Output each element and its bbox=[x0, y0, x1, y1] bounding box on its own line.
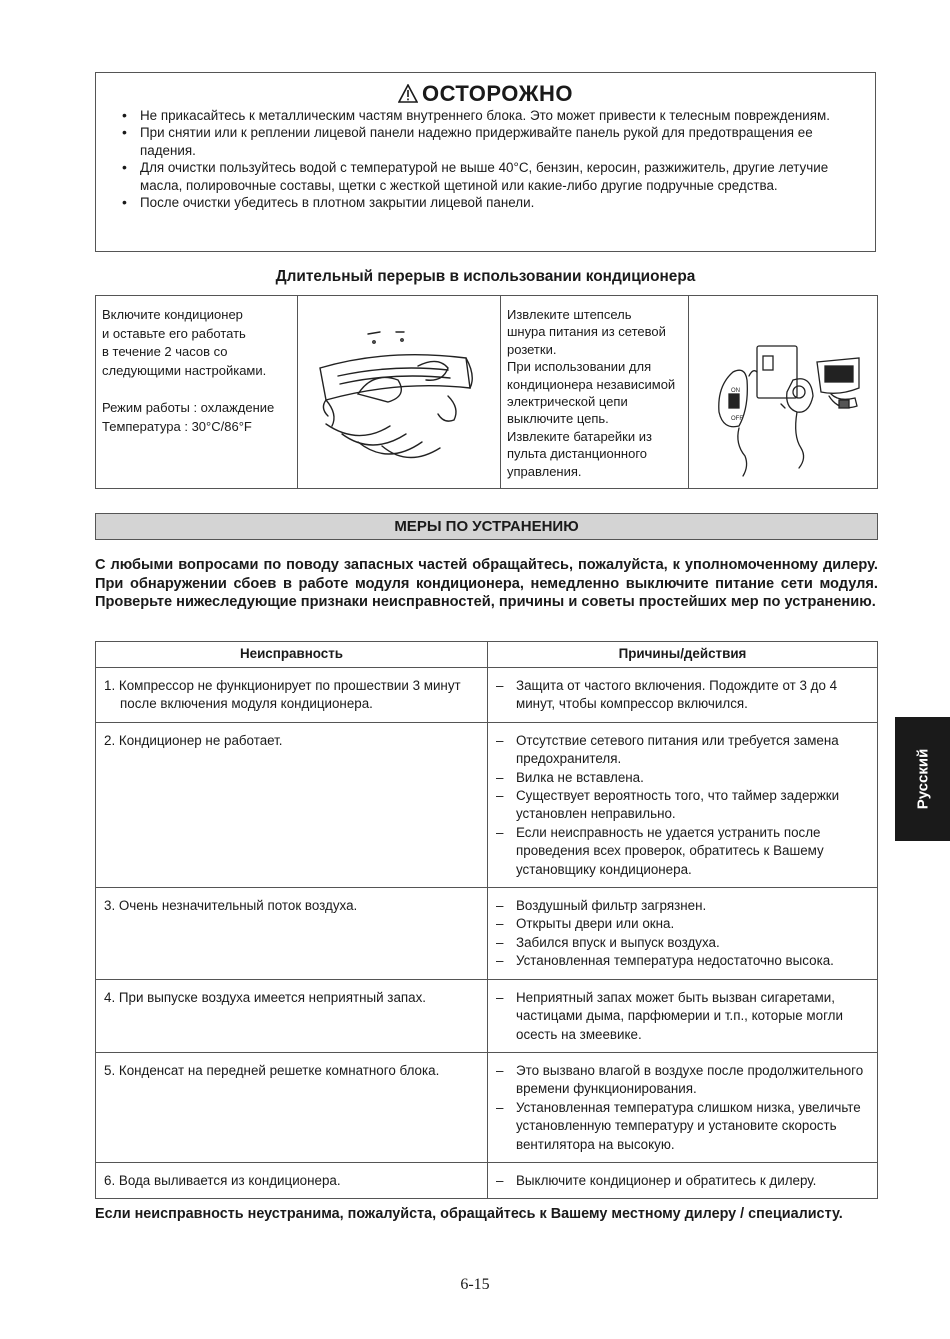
problem-text: 4. При выпуске воздуха имеется неприятный запах. bbox=[104, 989, 427, 1005]
instruction-line: шнура питания из сетевой bbox=[507, 324, 666, 340]
instruction-line: и оставьте его работать bbox=[102, 325, 246, 341]
temperature-setting: Температура : 30°C/86°F bbox=[102, 418, 252, 434]
problem-cell bbox=[96, 668, 488, 723]
action-item: – Открыты двери или окна. bbox=[496, 915, 869, 933]
air-conditioner-running-illustration bbox=[298, 296, 501, 488]
caution-box bbox=[95, 72, 876, 252]
caution-item: • Не прикасайтесь к металлическим частям внутреннего блока. Это может привести к телесным повреждениям. bbox=[120, 107, 865, 124]
action-item: – Это вызвано влагой в воздухе после продолжительного времени функционирования. bbox=[496, 1062, 869, 1099]
long-break-instructions bbox=[96, 296, 297, 488]
footer-note: Если неисправность неустранима, пожалуйста, обращайтесь к Вашему местному дилеру / специалисту. bbox=[95, 1206, 843, 1222]
instruction-line: выключите цепь. bbox=[507, 411, 609, 427]
problem-cell bbox=[96, 979, 488, 1052]
action-item: – Неприятный запах может быть вызван сигаретами, частицами дыма, парфюмерии и т.п., которые могли осесть на змеевике. bbox=[496, 989, 869, 1044]
instruction-line: управления. bbox=[507, 463, 582, 479]
instruction-line: в течение 2 часов со bbox=[102, 344, 228, 360]
problem-text: 2. Кондиционер не работает. bbox=[104, 732, 283, 748]
remedy-intro: С любыми вопросами по поводу запасных частей обращайтесь, пожалуйста, к уполномоченному дилеру. При обнаружении сбоев в работе модуля кондиционера, немедленно выключите питание сети модуля. Проверьте нижеследующие признаки неисправностей, причины и советы простейших мер по устранению. bbox=[95, 557, 878, 611]
action-item: – Отсутствие сетевого питания или требуется замена предохранителя. bbox=[496, 732, 869, 769]
actions-cell bbox=[488, 979, 878, 1052]
action-item: – Выключите кондиционер и обратитесь к дилеру. bbox=[496, 1172, 869, 1190]
unplug-illustration-cell bbox=[688, 296, 877, 488]
caution-item: • Для очистки пользуйтесь водой с температурой не выше 40°C, бензин, керосин, разжижитель, другие летучие масла, полировочные составы, щетки с жесткой щетиной или какие-либо другие подручные средства. bbox=[120, 159, 865, 194]
switch-on-label: ON bbox=[731, 388, 740, 394]
problem-text: 1. Компрессор не функционирует по прошествии 3 минут после включения модуля кондиционера. bbox=[104, 678, 461, 712]
remedy-header: МЕРЫ ПО УСТРАНЕНИЮ bbox=[95, 513, 878, 540]
problem-text: 5. Конденсат на передней решетке комнатного блока. bbox=[104, 1062, 440, 1078]
instruction-line: розетки. bbox=[507, 341, 557, 357]
problem-cell bbox=[96, 1052, 488, 1162]
problem-text: 3. Очень незначительный поток воздуха. bbox=[104, 898, 358, 914]
warning-triangle-icon bbox=[398, 84, 418, 103]
actions-cell bbox=[488, 668, 878, 723]
instruction-line: кондиционера независимой bbox=[507, 376, 676, 392]
power-off-instructions bbox=[500, 296, 688, 488]
unplug-and-remove-batteries-illustration bbox=[689, 296, 878, 488]
action-item: – Установленная температура слишком низка, увеличьте установленную температуру и установите скорость вентилятора на высокую. bbox=[496, 1099, 869, 1154]
actions-cell bbox=[488, 722, 878, 887]
table-row bbox=[96, 979, 878, 1052]
table-row bbox=[96, 668, 878, 723]
troubleshooting-table bbox=[95, 641, 878, 1199]
action-item: – Если неисправность не удается устранить после проведения всех проверок, обратитесь к Вашему установщику кондиционера. bbox=[496, 824, 869, 879]
action-item: – Установленная температура недостаточно высока. bbox=[496, 952, 869, 970]
long-break-title: Длительный перерыв в использовании кондиционера bbox=[275, 268, 696, 285]
action-item: – Воздушный фильтр загрязнен. bbox=[496, 897, 869, 915]
table-row bbox=[96, 722, 878, 887]
caution-item: • При снятии или к реплении лицевой панели надежно придерживайте панель рукой для предотвращения ее падения. bbox=[120, 124, 865, 159]
instruction-line: Извлеките штепсель bbox=[507, 307, 632, 322]
switch-off-label: OFF bbox=[731, 416, 743, 422]
column-header-actions: Причины/действия bbox=[488, 642, 878, 668]
page-number: 6-15 bbox=[460, 1276, 490, 1293]
air-conditioner-illustration-cell bbox=[297, 296, 500, 488]
table-row bbox=[96, 888, 878, 980]
action-item: – Защита от частого включения. Подождите от 3 до 4 минут, чтобы компрессор включился. bbox=[496, 677, 869, 714]
instruction-line: пульта дистанционного bbox=[507, 446, 648, 462]
instruction-line: электрической цепи bbox=[507, 394, 628, 410]
instruction-line: При использовании для bbox=[507, 359, 652, 375]
caution-title-text: ОСТОРОЖНО bbox=[421, 81, 574, 106]
table-row bbox=[96, 1162, 878, 1198]
actions-cell bbox=[488, 1162, 878, 1198]
actions-cell bbox=[488, 888, 878, 980]
actions-cell bbox=[488, 1052, 878, 1162]
instruction-line: Извлеките батарейки из bbox=[507, 428, 652, 444]
instruction-line: Включите кондиционер bbox=[102, 307, 243, 322]
problem-cell bbox=[96, 722, 488, 887]
problem-cell bbox=[96, 1162, 488, 1198]
action-item: – Забился впуск и выпуск воздуха. bbox=[496, 934, 869, 952]
long-break-table bbox=[95, 295, 878, 489]
table-row bbox=[96, 1052, 878, 1162]
instruction-line: следующими настройками. bbox=[102, 362, 267, 378]
caution-item: • После очистки убедитесь в плотном закрытии лицевой панели. bbox=[120, 194, 865, 211]
language-tab-label: Русский bbox=[914, 748, 931, 810]
language-tab bbox=[895, 717, 950, 841]
mode-setting: Режим работы : охлаждение bbox=[102, 399, 275, 415]
action-item: – Существует вероятность того, что таймер задержки установлен неправильно. bbox=[496, 787, 869, 824]
problem-cell bbox=[96, 888, 488, 980]
table-header-row bbox=[96, 642, 878, 668]
caution-title bbox=[96, 81, 875, 107]
action-item: – Вилка не вставлена. bbox=[496, 769, 869, 787]
problem-text: 6. Вода выливается из кондиционера. bbox=[104, 1172, 341, 1188]
caution-list bbox=[120, 107, 865, 211]
column-header-problem: Неисправность bbox=[96, 642, 488, 668]
